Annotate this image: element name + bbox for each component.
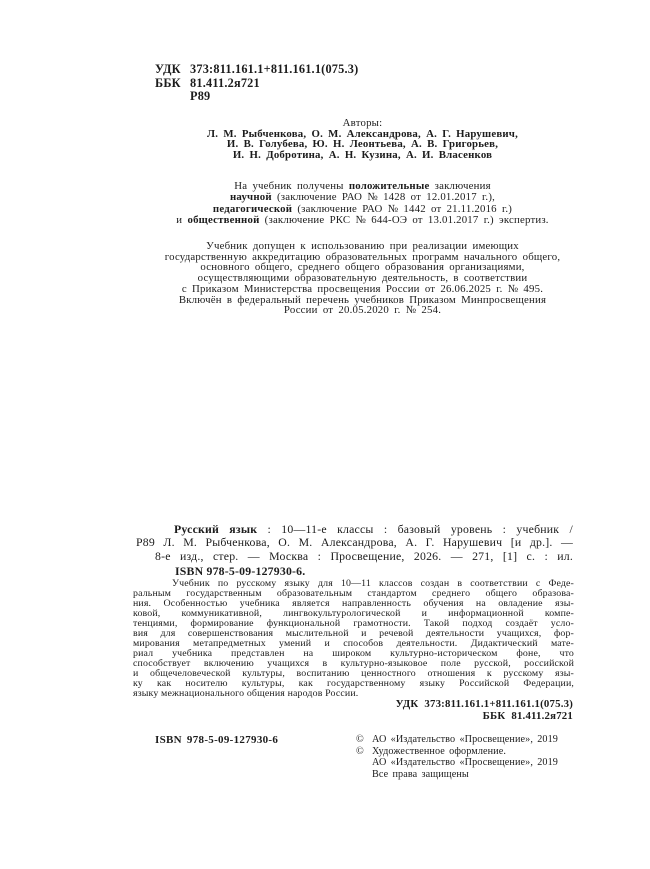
annotation-paragraph [133,579,574,699]
expertise-bold: положительные [348,180,430,192]
expertise-block [135,181,590,226]
bbk-label: ББК [155,75,181,90]
copyright-line [356,757,576,769]
authors-block [135,118,590,161]
bottom-udk-value: 373:811.161.1+811.161.1(075.3) [424,698,573,710]
admission-line: с Приказом Министерства просвещения России от 26.06.2025 г. № 495. [181,282,544,295]
biblio-edition-line: 8-е изд., стер. — Москва : Просвещение, 2026. — 271, [1] с. : ил. [155,548,573,563]
copyright-text: АО «Издательство «Просвещение», 2019 [372,734,558,745]
top-classification-codes [155,63,358,104]
biblio-title: Русский язык [174,522,258,536]
biblio-title-line [136,523,573,536]
biblio-authors: Л. М. Рыбченкова, О. М. Александрова, А. Г. Нарушевич [и др.]. — [163,535,573,550]
biblio-catalog-code: Р89 [136,535,155,550]
authors-line: И. Н. Добротина, А. Н. Кузина, А. И. Власенков [232,149,493,162]
expertise-line [135,215,590,226]
annotation-line: ку как носителю культуры, как государственному языку Российской Федерации, [133,678,574,689]
annotation-line: риал учебника представлен на широком культурно-историческом фоне, что [133,648,574,659]
admission-line: государственную аккредитацию образовательных программ начального общего, [164,250,561,263]
admission-line: осуществляющими образовательную деятельность, в соответствии [197,272,528,285]
bottom-udk-line [396,699,573,711]
bibliographic-entry [136,523,573,578]
annotation-line: и общечеловеческой культуры, воспитанию ценностного отношения к русскому язы- [133,668,574,679]
expertise-bold: общественной [187,213,260,226]
bottom-bbk-value: 81.411.2я721 [511,709,573,722]
annotation-line: Учебник по русскому языку для 10—11 классов создан в соответствии с Феде- [172,578,574,589]
bottom-udk-label: УДК [395,698,419,710]
copyright-text: Все права защищены [372,769,469,781]
admission-line: основного общего, среднего общего образования организациями, [200,261,525,274]
isbn-entry: ISBN 978-5-09-127930-6. [175,563,306,578]
expertise-text: (заключение РКС № 644-ОЭ от 13.01.2017 г.) экспертиз. [259,213,549,226]
expertise-text: (заключение РАО № 1442 от 21.11.2016 г.) [292,202,513,215]
copyright-line [356,769,576,781]
expertise-text: (заключение РАО № 1428 от 12.01.2017 г.), [271,191,496,204]
annotation-line: языку межнационального общения народов России. [133,688,359,699]
bottom-bbk-line [396,711,573,723]
copyright-line [356,734,576,746]
annotation-line: вия для совершенствования мыслительной и речевой деятельности учащихся, фор- [133,628,574,639]
expertise-text: заключения [429,180,491,192]
copyright-line [356,746,576,758]
annotation-line: ральным государственным образовательным стандартом среднего общего образова- [133,588,574,599]
expertise-bold: научной [229,191,272,204]
authors-line: Л. М. Рыбченкова, О. М. Александрова, А. Г. Нарушевич, [207,127,518,140]
copyright-sign: © [356,734,364,745]
annotation-line: ковой, коммуникативной, лингвокультурологической и информационной компе- [133,608,574,619]
udk-value: 373:811.161.1+811.161.1(075.3) [190,62,359,76]
copyright-sign-spacer [356,757,372,769]
bbk-value: 81.411.2я721 [190,75,260,90]
bbk-code-line [155,77,358,91]
bottom-bbk-label: ББК [482,709,506,722]
admission-line: Включён в федеральный перечень учебников Приказом Минпросвещения [178,293,547,306]
copyright-text: Художественное оформление. [372,745,507,757]
bottom-classification-codes [396,699,573,722]
admission-block [135,241,590,316]
expertise-text: На учебник получены [234,180,349,192]
biblio-title-rest: : 10—11-е классы : базовый уровень : учебник / [257,522,573,536]
copyright-sign: © [356,745,364,757]
authors-heading: Авторы: [342,117,383,129]
expertise-text: и [176,213,188,226]
footer-isbn: ISBN 978-5-09-127930-6 [155,734,279,746]
biblio-authors-line [136,536,573,549]
copyright-sign-spacer [356,769,372,781]
annotation-line: мирования метапредметных умений и способов деятельности. Дидактический мате- [133,638,574,649]
admission-line: Учебник допущен к использованию при реализации имеющих [206,240,519,252]
admission-line: России от 20.05.2020 г. № 254. [283,304,442,317]
annotation-line: способствует включению учащихся в культурно-языковое поле русской, российской [133,658,574,669]
copyright-text: АО «Издательство «Просвещение», 2019 [372,757,558,769]
expertise-bold: педагогической [212,202,293,215]
udk-label: УДК [155,62,181,76]
annotation-line: тенциями, формирование функциональной грамотности. Такой подход создаёт усло- [133,618,574,629]
copyright-block [356,734,576,781]
catalog-code: Р89 [190,89,211,103]
annotation-line: ния. Особенностью учебника является направленность обучения на овладение язы- [133,598,574,609]
udk-code-line [155,63,358,77]
authors-line: И. В. Голубева, Ю. Н. Леонтьева, А. В. Григорьев, [226,138,499,151]
